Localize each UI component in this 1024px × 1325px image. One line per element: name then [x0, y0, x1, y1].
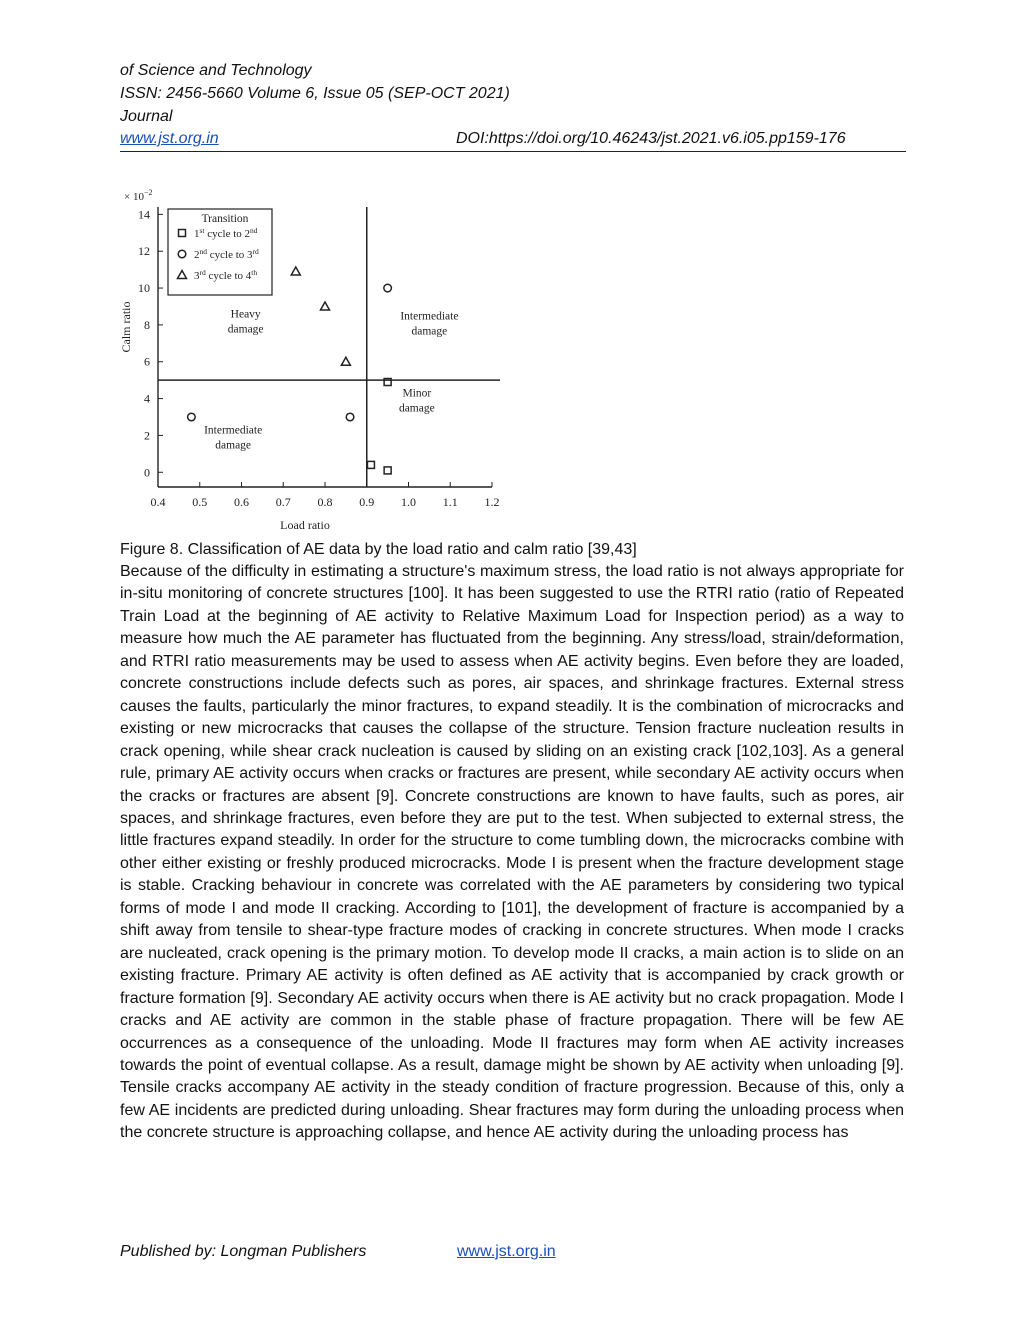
x-tick-label: 1.1 [442, 495, 458, 509]
y-tick-label: 2 [144, 428, 150, 443]
legend-item-label [194, 247, 259, 261]
header-divider [120, 151, 906, 152]
figure-8-chart [110, 180, 510, 536]
region-label: damage [398, 402, 435, 415]
footer-publisher: Published by: Longman Publishers [120, 1243, 367, 1260]
y-tick-label: 4 [144, 391, 150, 406]
data-point-triangle [291, 267, 300, 275]
legend-item-part: rd [199, 268, 206, 277]
data-point-square [384, 467, 391, 474]
legend-marker-square [179, 230, 186, 237]
x-tick-label: 0.7 [275, 495, 291, 509]
x-tick-label: 1.0 [401, 495, 416, 509]
region-label: damage [227, 323, 264, 336]
journal-label: Journal [120, 108, 173, 125]
x-tick-label: 0.9 [359, 495, 375, 509]
y-multiplier [124, 188, 152, 203]
chart-ticks [138, 207, 500, 509]
issn-line: ISSN: 2456-5660 Volume 6, Issue 05 (SEP-OCT 2021) [120, 85, 510, 102]
x-tick-label: 0.8 [317, 495, 333, 509]
y-tick-label: 14 [138, 207, 150, 222]
y-tick-label: 12 [138, 244, 150, 259]
region-label: Intermediate [204, 424, 263, 437]
y-axis-label: Calm ratio [119, 301, 133, 353]
legend-item-part: cycle to 4 [205, 270, 252, 282]
region-label: Intermediate [400, 310, 459, 323]
legend-item-part: th [251, 268, 258, 277]
legend-marker-circle [178, 250, 186, 258]
region-label: damage [215, 439, 252, 452]
data-point-square [367, 461, 374, 468]
header-website-link[interactable]: www.jst.org.in [120, 130, 219, 147]
region-label: Minor [402, 387, 432, 400]
journal-name: of Science and Technology [120, 62, 312, 79]
legend-item-part: 1 [194, 228, 200, 240]
legend-item-part: nd [250, 226, 258, 235]
data-point-triangle [321, 302, 330, 310]
region-label: Heavy [230, 308, 261, 321]
y-multiplier-exponent: −2 [143, 188, 153, 197]
legend-item-label [194, 226, 258, 240]
legend-item-part: cycle to 2 [204, 228, 251, 240]
legend-item-part: 2 [194, 249, 200, 261]
data-point-triangle [341, 357, 350, 365]
figure-caption: Figure 8. Classification of AE data by the load ratio and calm ratio [39,43] [120, 541, 637, 558]
x-tick-label: 0.6 [234, 495, 249, 509]
legend-item-part: nd [199, 247, 207, 256]
legend-item-part: 3 [194, 270, 200, 282]
legend-item-part: st [199, 226, 205, 235]
data-point-circle [346, 413, 354, 421]
legend-item-label [194, 268, 257, 282]
footer-website-link[interactable]: www.jst.org.in [457, 1243, 556, 1260]
doi-text: DOI:https://doi.org/10.46243/jst.2021.v6.i05.pp159-176 [456, 130, 846, 147]
x-axis-label: Load ratio [280, 518, 330, 532]
legend-title: Transition [201, 213, 249, 225]
data-point-circle [384, 284, 392, 292]
data-point-circle [188, 413, 196, 421]
y-multiplier-base: × 10 [124, 191, 144, 203]
body-paragraph: Because of the difficulty in estimating a structure's maximum stress, the load ratio is not always appropriate for in-situ monitoring of concrete structures [100]. It has been suggested to use the RTRI ratio (ratio of Repeated Train Load at the beginning of AE activity to Relative Maximum Load for Inspection period) as a way to measure how much the AE parameter has fluctuated from the beginning. Any stress/load, strain/deformation, and RTRI ratio measurements may be used to assess when AE activity begins. Even before they are loaded, concrete constructions include defects such as pores, air spaces, and shrinkage fractures. External stress causes the faults, particularly the minor fractures, to expand steadily. It is the combination of microcracks and existing or new microcracks that causes the collapse of the structure. Tension fracture nucleation results in crack opening, while shear crack nucleation is caused by sliding on an existing crack [102,103]. As a general rule, primary AE activity occurs when cracks or fractures are present, while secondary AE activity occurs when the cracks or fractures are absent [9]. Concrete constructions are known to have faults, such as pores, air spaces, and shrinkage fractures, even before they are put to the test. When subjected to external stress, the little fractures expand steadily. In order for the structure to come tumbling down, the microcracks combine with other either existing or freshly produced microcracks. Mode I is present when the fracture development stage is stable. Cracking behaviour in concrete was correlated with the AE parameters by considering two typical forms of mode I and mode II cracking. According to [101], the development of fracture is accompanied by a shift away from tensile to shear-type fracture modes of cracking in concrete structures. When mode I cracks are nucleated, crack opening is the primary motion. To develop mode II cracks, a main action is to slide on an existing fracture. Primary AE activity is often defined as AE activity that is accompanied by crack growth or fracture formation [9]. Secondary AE activity occurs when there is AE activity but no crack propagation. Mode I cracks and AE activity are common in the stable phase of fracture propagation. There will be few AE occurrences as a consequence of the unloading. Mode II fractures may form when AE activity increases towards the point of eventual collapse. As a result, damage might be shown by AE activity when unloading [9]. Tensile cracks accompany AE activity in the steady condition of fracture progression. Because of this, only a few AE incidents are predicted during unloading. Shear fractures may form during the unloading process when the concrete structure is approaching collapse, and hence AE activity during the unloading process has [120, 563, 904, 1142]
x-tick-label: 0.5 [192, 495, 208, 509]
y-tick-label: 8 [144, 317, 150, 332]
x-tick-label: 0.4 [150, 495, 166, 509]
y-tick-label: 6 [144, 354, 150, 369]
y-tick-label: 10 [138, 281, 150, 296]
legend-item-part: cycle to 3 [207, 249, 253, 261]
chart-legend [168, 209, 272, 295]
y-tick-label: 0 [144, 465, 150, 480]
region-label: damage [411, 325, 448, 338]
x-tick-label: 1.2 [484, 495, 500, 509]
legend-marker-triangle [178, 271, 187, 279]
legend-item-part: rd [252, 247, 259, 256]
